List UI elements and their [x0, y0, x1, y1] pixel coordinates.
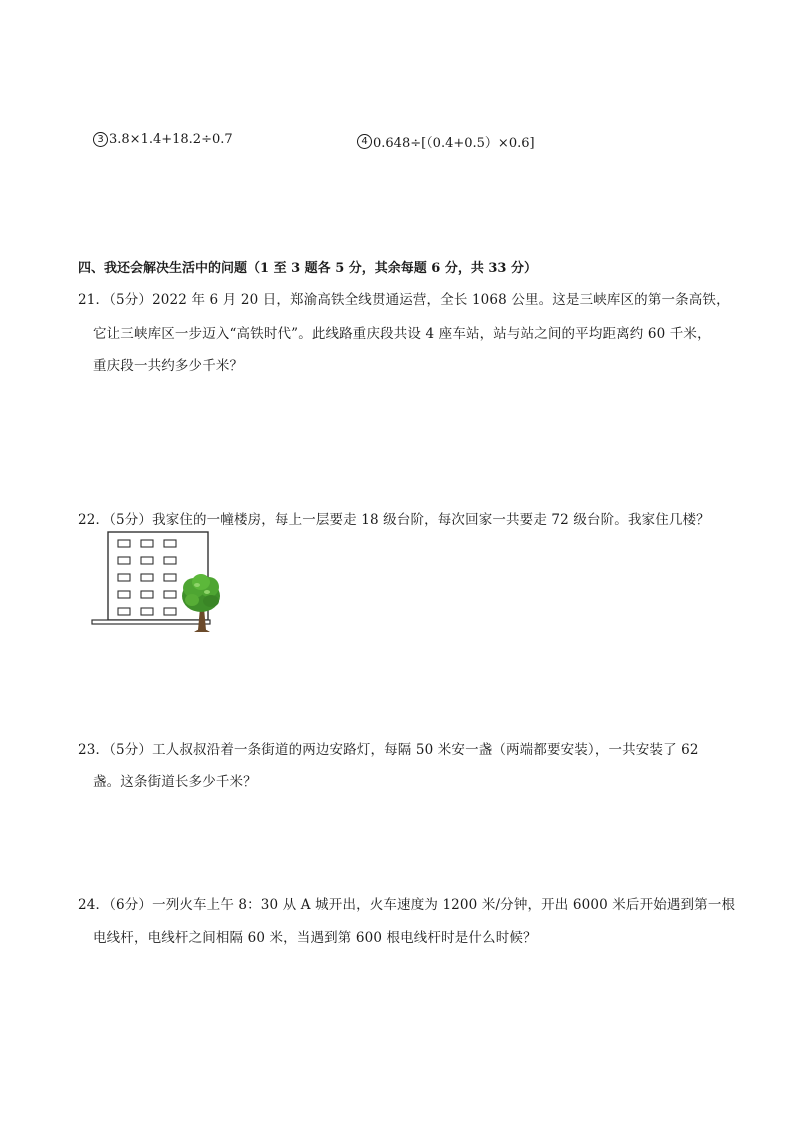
question-24-line-1: 24．（6分）一列火车上午 8：30 从 A 城开出，火车速度为 1200 米/分钟，开出 6000 米后开始遇到第一根	[78, 897, 736, 913]
question-23-line-2: 盏。这条街道长多少千米？	[93, 774, 257, 790]
calc-item-4	[357, 132, 535, 151]
question-23-line-1: 23．（5分）工人叔叔沿着一条街道的两边安路灯，每隔 50 米安一盏（两端都要安装），一共安装了 62	[78, 742, 699, 758]
question-24-line-2: 电线杆，电线杆之间相隔 60 米，当遇到第 600 根电线杆时是什么时候？	[93, 930, 537, 946]
calc-expression-3: 3.8×1.4+18.2÷0.7	[109, 132, 233, 147]
question-22-line-1: 22．（5分）我家住的一幢楼房，每上一层要走 18 级台阶，每次回家一共要走 72 级台阶。我家住几楼？	[78, 512, 710, 528]
building-with-tree-icon	[88, 530, 220, 638]
calc-expression-4: 0.648÷[（0.4+0.5）×0.6]	[373, 136, 535, 151]
section-title: 四、我还会解决生活中的问题（1 至 3 题各 5 分，其余每题 6 分，共 33 分）	[78, 261, 538, 276]
question-21-line-3: 重庆段一共约多少千米？	[93, 358, 244, 374]
circled-number-4: 4	[357, 134, 372, 149]
question-21-line-1: 21．（5分）2022 年 6 月 20 日，郑渝高铁全线贯通运营，全长 1068 公里。这是三峡库区的第一条高铁，	[78, 292, 730, 308]
question-21-line-2: 它让三峡库区一步迈入“高铁时代”。此线路重庆段共设 4 座车站，站与站之间的平均距离约 60 千米，	[93, 326, 711, 342]
calc-item-3	[93, 132, 233, 147]
circled-number-3: 3	[93, 132, 108, 147]
